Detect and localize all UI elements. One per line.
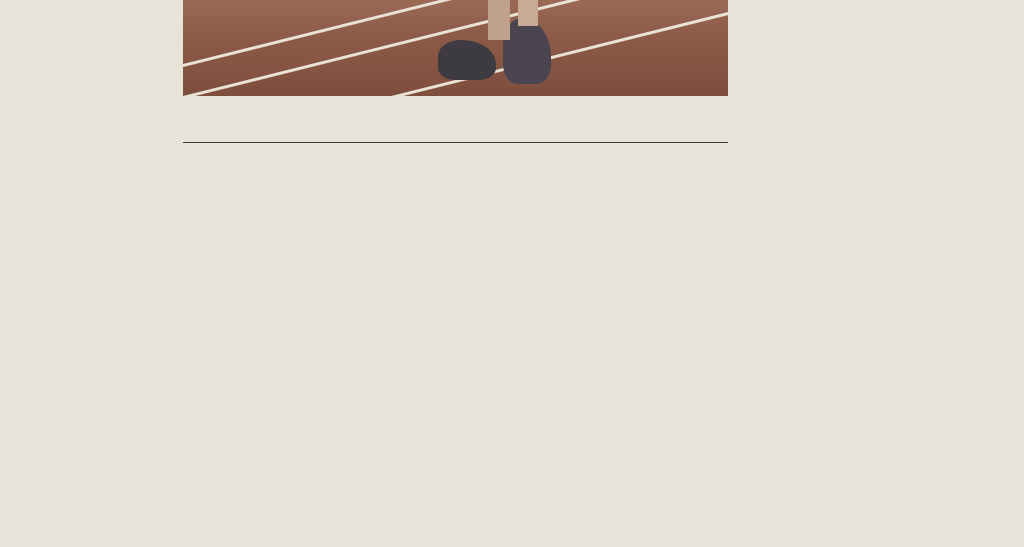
runner-leg xyxy=(518,0,538,26)
running-shoe xyxy=(438,40,496,80)
running-shoe xyxy=(503,18,551,84)
runner-leg xyxy=(488,0,510,40)
race-photo xyxy=(183,0,728,96)
divider xyxy=(183,142,728,143)
